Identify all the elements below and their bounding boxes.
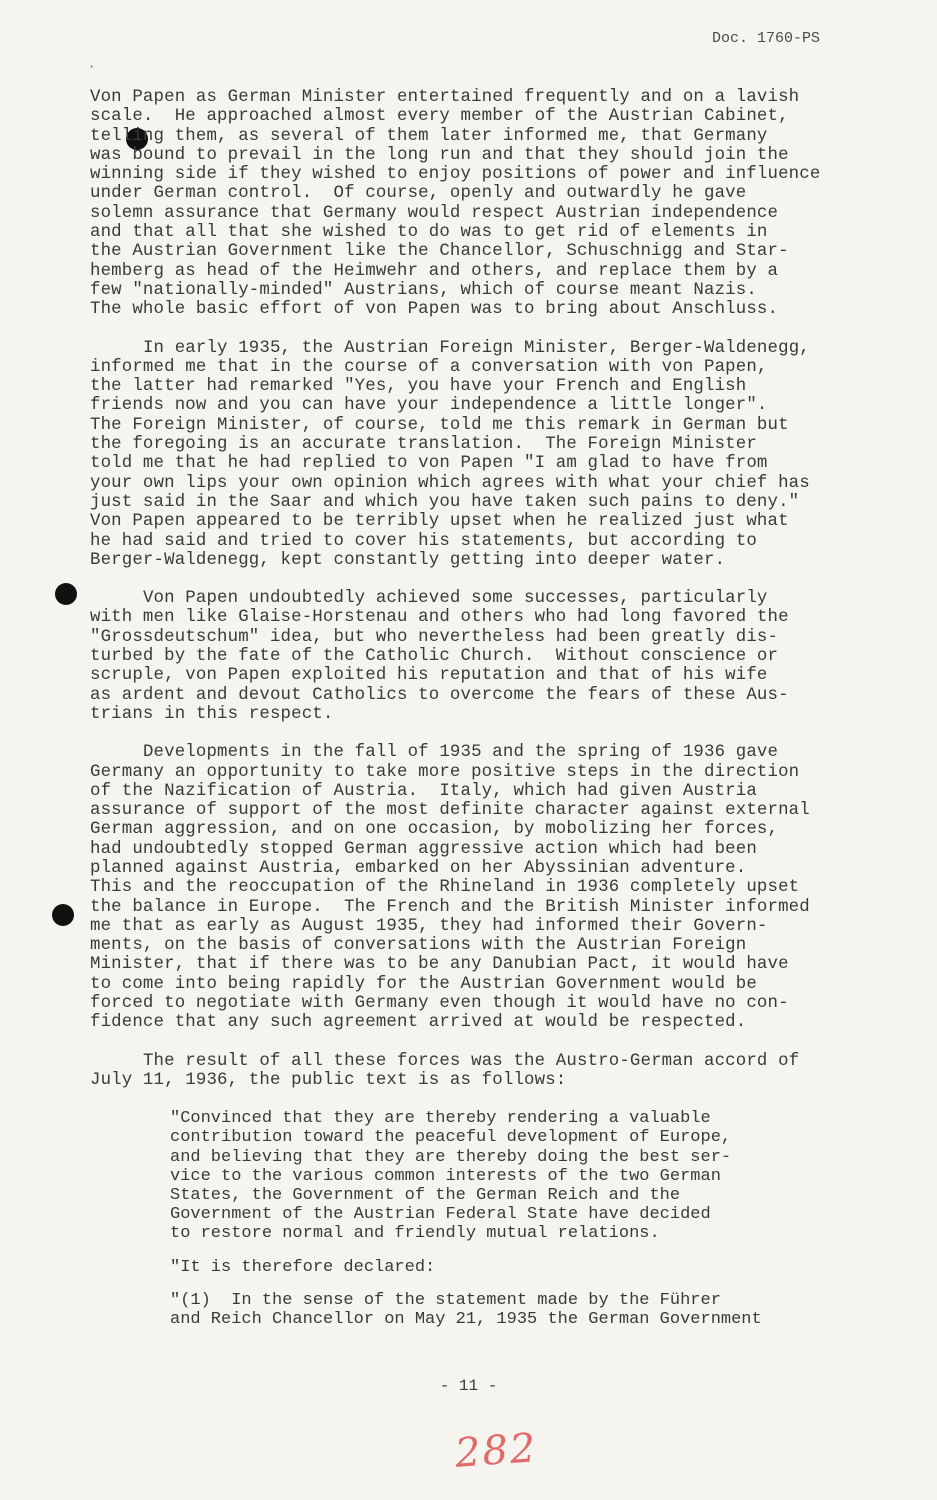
handwritten-stamp-number: 282: [453, 1425, 539, 1477]
punch-hole-icon: [52, 904, 74, 926]
punch-hole-icon: [55, 583, 77, 605]
paragraph-von-papen-minister: Von Papen as German Minister entertained frequently and on a lavish scale. He approached almost every member of the Austrian Cabinet, telling them, as several of them later informed me, that Germany was bound to prevail in the long run and that they should join the winning side if they wished to enjoy positions of power and influence under German control. Of course, openly and outwardly he gave solemn assurance that Germany would respect Austrian independence and that all that she wished to do was to get rid of elements in the Austrian Government like the Chancellor, Schuschnigg and Star- hemberg as head of the Heimwehr and others, and replace them by a few "nationally-minded" Austrians, which of course meant Nazis. The whole basic effort of von Papen was to bring about Anschluss.: [90, 88, 821, 320]
paragraph-early-1935: In early 1935, the Austrian Foreign Minister, Berger-Waldenegg, informed me that in the course of a conversation with von Papen, the latter had remarked "Yes, you have your French and English friends now and you can have your independence a little longer". The Foreign Minister, of course, told me this remark in German but the foregoing is an accurate translation. The Foreign Minister told me that he had replied to von Papen "I am glad to have from your own lips your own opinion which agrees with what your chief has just said in the Saar and which you have taken such pains to deny." Von Papen appeared to be terribly upset when he realized just what he had said and tried to cover his statements, but according to Berger-Waldenegg, kept constantly getting into deeper water.: [90, 338, 810, 570]
page-number: - 11 -: [439, 1377, 498, 1395]
quote-declared: "It is therefore declared:: [170, 1257, 436, 1277]
paragraph-successes: Von Papen undoubtedly achieved some successes, particularly with men like Glaise-Horstenau and others who had long favored the "Grossdeutschum" idea, but who nevertheless had been greatly dis- turbed by the fate of the Catholic Church. Without conscience or scruple, von Papen exploited his reputation and that of his wife as ardent and devout Catholics to overcome the fears of these Aus- trians in this respect.: [90, 589, 789, 724]
quote-article-1: "(1) In the sense of the statement made by the Führer and Reich Chancellor on May 21, 1935 the German Government: [170, 1290, 762, 1330]
margin-tick-mark: ·: [88, 60, 96, 74]
paragraph-accord: The result of all these forces was the Austro-German accord of July 11, 1936, the public text is as follows:: [90, 1051, 800, 1090]
document-id: Doc. 1760-PS: [712, 30, 821, 47]
paragraph-developments: Developments in the fall of 1935 and the spring of 1936 gave Germany an opportunity to take more positive steps in the direction of the Nazification of Austria. Italy, which had given Austria assurance of support of the most definite character against external German aggression, and on one occasion, by mobolizing her forces, had undoubtedly stopped German aggressive action which had been planned against Austria, embarked on her Abyssinian adventure. This and the reoccupation of the Rhineland in 1936 completely upset the balance in Europe. The French and the British Minister informed me that as early as August 1935, they had informed their Govern- ments, on the basis of conversations with the Austrian Foreign Minister, that if there was to be any Danubian Pact, it would have to come into being rapidly for the Austrian Government would be forced to negotiate with Germany even though it would have no con- fidence that any such agreement arrived at would be respected.: [90, 743, 810, 1033]
quote-preamble: "Convinced that they are thereby rendering a valuable contribution toward the peaceful development of Europe, and believing that they are thereby doing the best ser- vice to the various common interests of the two German States, the Government of the German Reich and the Government of the Austrian Federal State have decided to restore normal and friendly mutual relations.: [170, 1109, 732, 1244]
document-body: [90, 88, 890, 1329]
